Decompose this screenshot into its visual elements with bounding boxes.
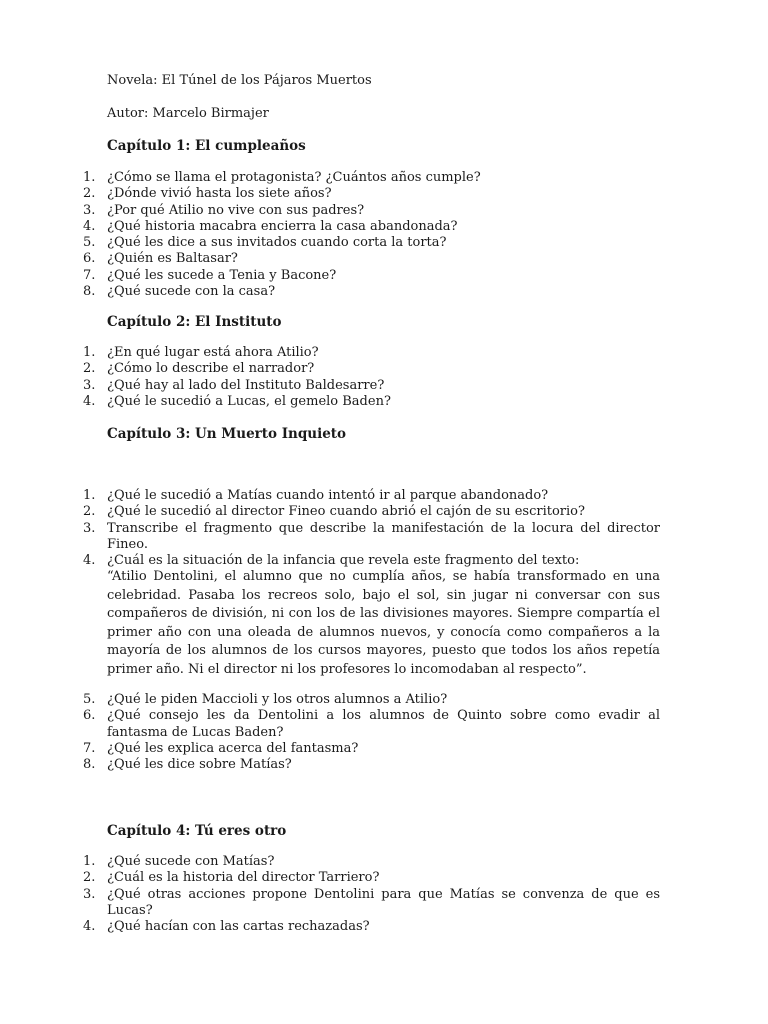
chapter-4-heading: Capítulo 4: Tú eres otro bbox=[107, 823, 287, 839]
list-item bbox=[83, 361, 660, 377]
list-number: 3. bbox=[83, 886, 96, 902]
chapter-3-questions-continued bbox=[83, 692, 660, 773]
list-number: 5. bbox=[83, 235, 96, 251]
list-number: 1. bbox=[83, 488, 96, 503]
list-number: 8. bbox=[83, 284, 96, 300]
chapter-4-questions bbox=[83, 854, 660, 935]
list-item bbox=[83, 284, 660, 300]
list-item bbox=[83, 870, 660, 886]
list-item bbox=[83, 740, 660, 757]
list-item bbox=[83, 757, 660, 773]
list-item bbox=[83, 854, 660, 870]
list-number: 5. bbox=[83, 692, 96, 707]
question-text: ¿Qué le sucedió a Matías cuando intentó ir al parque abandonado? bbox=[107, 488, 549, 503]
list-item bbox=[83, 520, 660, 554]
list-item bbox=[83, 170, 660, 186]
list-number: 6. bbox=[83, 251, 96, 267]
list-number: 2. bbox=[83, 504, 96, 520]
question-text: ¿Por qué Atilio no vive con sus padres? bbox=[107, 202, 365, 218]
question-text: ¿Qué hay al lado del Instituto Baldesarre? bbox=[107, 377, 385, 393]
list-number: 2. bbox=[83, 361, 96, 377]
list-item bbox=[83, 919, 660, 935]
chapter-3-heading: Capítulo 3: Un Muerto Inquieto bbox=[107, 426, 347, 442]
question-text: ¿Qué otras acciones propone Dentolini para que Matías se convenza de que es Lucas? bbox=[107, 886, 660, 918]
question-text: ¿Qué sucede con la casa? bbox=[107, 284, 276, 300]
list-number: 1. bbox=[83, 170, 96, 185]
list-number: 4. bbox=[83, 919, 96, 935]
chapter-1-questions bbox=[83, 170, 660, 300]
chapter-2-heading: Capítulo 2: El Instituto bbox=[107, 314, 282, 330]
list-item bbox=[83, 377, 660, 394]
list-number: 2. bbox=[83, 186, 96, 202]
question-text: ¿Cuál es la situación de la infancia que revela este fragmento del texto: bbox=[107, 553, 580, 569]
list-number: 6. bbox=[83, 708, 96, 724]
list-number: 1. bbox=[83, 345, 96, 360]
list-item bbox=[83, 345, 660, 361]
list-number: 7. bbox=[83, 740, 96, 756]
chapter-1-heading: Capítulo 1: El cumpleaños bbox=[107, 138, 306, 154]
question-text: ¿Quién es Baltasar? bbox=[107, 251, 238, 267]
list-number: 3. bbox=[83, 520, 96, 536]
list-number: 1. bbox=[83, 854, 96, 869]
list-item bbox=[83, 393, 660, 410]
list-item bbox=[83, 251, 660, 267]
list-number: 2. bbox=[83, 870, 96, 886]
list-item bbox=[83, 692, 660, 708]
question-text: ¿Qué le piden Maccioli y los otros alumnos a Atilio? bbox=[107, 692, 448, 707]
list-item bbox=[83, 504, 660, 520]
question-text: ¿Qué consejo les da Dentolini a los alumnos de Quinto sobre como evadir al fantasma de Lucas Baden? bbox=[107, 708, 660, 740]
novel-title-line: Novela: El Túnel de los Pájaros Muertos bbox=[107, 73, 372, 88]
question-text: Transcribe el fragmento que describe la manifestación de la locura del director Fineo. bbox=[107, 520, 660, 552]
list-number: 7. bbox=[83, 267, 96, 283]
list-number: 4. bbox=[83, 218, 96, 234]
list-item bbox=[83, 886, 660, 920]
chapter-2-questions bbox=[83, 345, 660, 410]
list-item bbox=[83, 488, 660, 504]
list-item bbox=[83, 235, 660, 251]
list-item bbox=[83, 218, 660, 235]
quoted-fragment: “Atilio Dentolini, el alumno que no cumplía años, se había transformado en una celebridad. Pasaba los recreos solo, bajo el sol, sin jugar ni conversar con sus compañeros de división, ni con los de las divisiones mayores. Siempre compartía el primer año con una oleada de alumnos nuevos, y conocía como compañeros a la mayoría de los alumnos de los cursos mayores, puesto que todos los años repetía primer año. Ni el director ni los profesores lo incomodaban al respecto”. bbox=[107, 569, 660, 677]
question-text: ¿Qué historia macabra encierra la casa abandonada? bbox=[107, 218, 458, 234]
question-text: ¿Qué les dice sobre Matías? bbox=[107, 757, 292, 773]
question-text: ¿Qué sucede con Matías? bbox=[107, 854, 275, 869]
question-text: ¿Cómo lo describe el narrador? bbox=[107, 361, 315, 377]
question-text: ¿Dónde vivió hasta los siete años? bbox=[107, 186, 332, 202]
list-number: 4. bbox=[83, 553, 96, 569]
question-text: ¿Cómo se llama el protagonista? ¿Cuántos años cumple? bbox=[107, 170, 481, 185]
list-item bbox=[83, 186, 660, 202]
question-text: ¿Qué le sucedió al director Fineo cuando abrió el cajón de su escritorio? bbox=[107, 504, 585, 520]
question-text: ¿Qué hacían con las cartas rechazadas? bbox=[107, 919, 370, 935]
question-text: ¿Cuál es la historia del director Tarriero? bbox=[107, 870, 380, 886]
list-number: 3. bbox=[83, 377, 96, 393]
question-text: ¿Qué les sucede a Tenia y Bacone? bbox=[107, 267, 337, 283]
list-number: 8. bbox=[83, 757, 96, 773]
question-text: ¿En qué lugar está ahora Atilio? bbox=[107, 345, 319, 360]
list-number: 4. bbox=[83, 393, 96, 409]
list-item bbox=[83, 708, 660, 741]
list-number: 3. bbox=[83, 202, 96, 218]
list-item bbox=[83, 267, 660, 284]
question-text: ¿Qué les dice a sus invitados cuando corta la torta? bbox=[107, 235, 447, 251]
question-text: ¿Qué les explica acerca del fantasma? bbox=[107, 740, 359, 756]
author-line: Autor: Marcelo Birmajer bbox=[107, 106, 269, 121]
list-item bbox=[83, 202, 660, 219]
question-text: ¿Qué le sucedió a Lucas, el gemelo Baden? bbox=[107, 393, 391, 409]
chapter-3-questions bbox=[83, 488, 660, 569]
